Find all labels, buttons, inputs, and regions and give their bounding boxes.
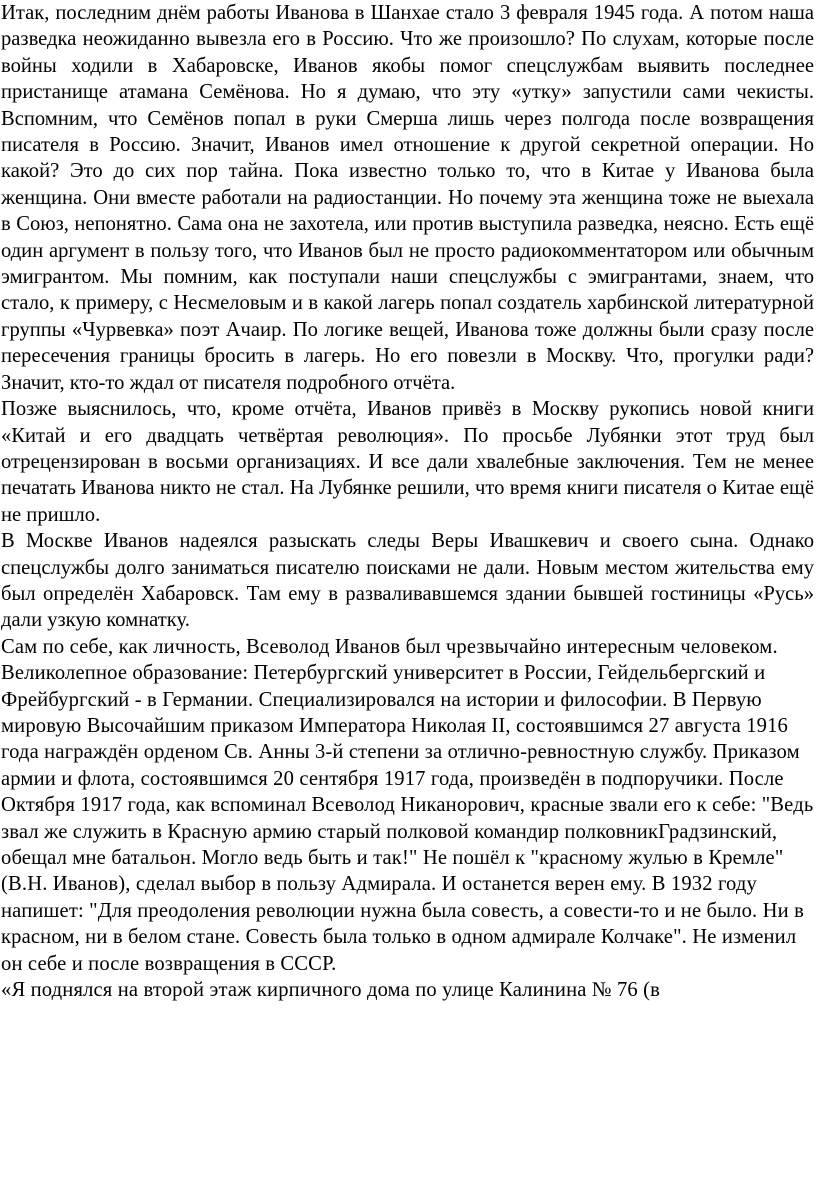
- paragraph-4: Сам по себе, как личность, Всеволод Иванов был чрезвычайно интересным человеком. Великолепное образование: Петербургский университет в России, Гейдельбергский и Фрейбургский - в Германии. Специализировался на истории и философии. В Первую мировую Высочайшим приказом Императора Николая II, состоявшимся 27 августа 1916 года награждён орденом Св. Анны 3-й степени за отлично-ревностную службу. Приказом армии и флота, состоявшимся 20 сентября 1917 года, произведён в подпоручики. После Октября 1917 года, как вспоминал Всеволод Никанорович, красные звали его к себе: "Ведь звал же служить в Красную армию старый полковой командир полковникГрадзинский, обещал мне батальон. Могло ведь быть и так!" Не пошёл к "красному жулью в Кремле" (В.Н. Иванов), сделал выбор в пользу Адмирала. И останется верен ему. В 1932 году напишет: "Для преодоления революции нужна была совесть, а совести-то и не было. Ни в красном, ни в белом стане. Совесть была только в одном адмирале Колчаке". Не изменил он себе и после возвращения в СССР.: [1, 635, 814, 975]
- paragraph-2: Позже выяснилось, что, кроме отчёта, Иванов привёз в Москву рукопись новой книги «Китай и его двадцать четвёртая революция». По просьбе Лубянки этот труд был отрецензирован в восьми организациях. И все дали хвалебные заключения. Тем не менее печатать Иванова никто не стал. На Лубянке решили, что время книги писателя о Китае ещё не пришло.: [1, 398, 814, 526]
- paragraph-3: В Москве Иванов надеялся разыскать следы Веры Ивашкевич и своего сына. Однако спецслужбы долго заниматься писателю поисками не дали. Новым местом жительства ему был определён Хабаровск. Там ему в разваливавшемся здании бывшей гостиницы «Русь» дали узкую комнатку.: [1, 530, 814, 632]
- paragraph-1: Итак, последним днём работы Иванова в Шанхае стало 3 февраля 1945 года. А потом наша разведка неожиданно вывезла его в Россию. Что же произошло? По слухам, которые после войны ходили в Хабаровске, Иванов якобы помог спецслужбам выявить последнее пристанище атамана Семёнова. Но я думаю, что эту «утку» запустили сами чекисты. Вспомним, что Семёнов попал в руки Смерша лишь через полгода после возвращения писателя в Россию. Значит, Иванов имел отношение к другой секретной операции. Но какой? Это до сих пор тайна. Пока известно только то, что в Китае у Иванова была женщина. Они вместе работали на радиостанции. Но почему эта женщина тоже не выехала в Союз, непонятно. Сама она не захотела, или против выступила разведка, неясно. Есть ещё один аргумент в пользу того, что Иванов был не просто радиокомментатором или обычным эмигрантом. Мы помним, как поступали наши спецслужбы с эмигрантами, знаем, что стало, к примеру, с Несмеловым и в какой лагерь попал создатель харбинской литературной группы «Чурвевка» поэт Ачаир. По логике вещей, Иванова тоже должны были сразу после пересечения границы бросить в лагерь. Но его повезли в Москву. Что, прогулки ради? Значит, кто-то ждал от писателя подробного отчёта.: [1, 2, 814, 394]
- paragraph-5: «Я поднялся на второй этаж кирпичного дома по улице Калинина № 76 (в: [1, 979, 661, 1002]
